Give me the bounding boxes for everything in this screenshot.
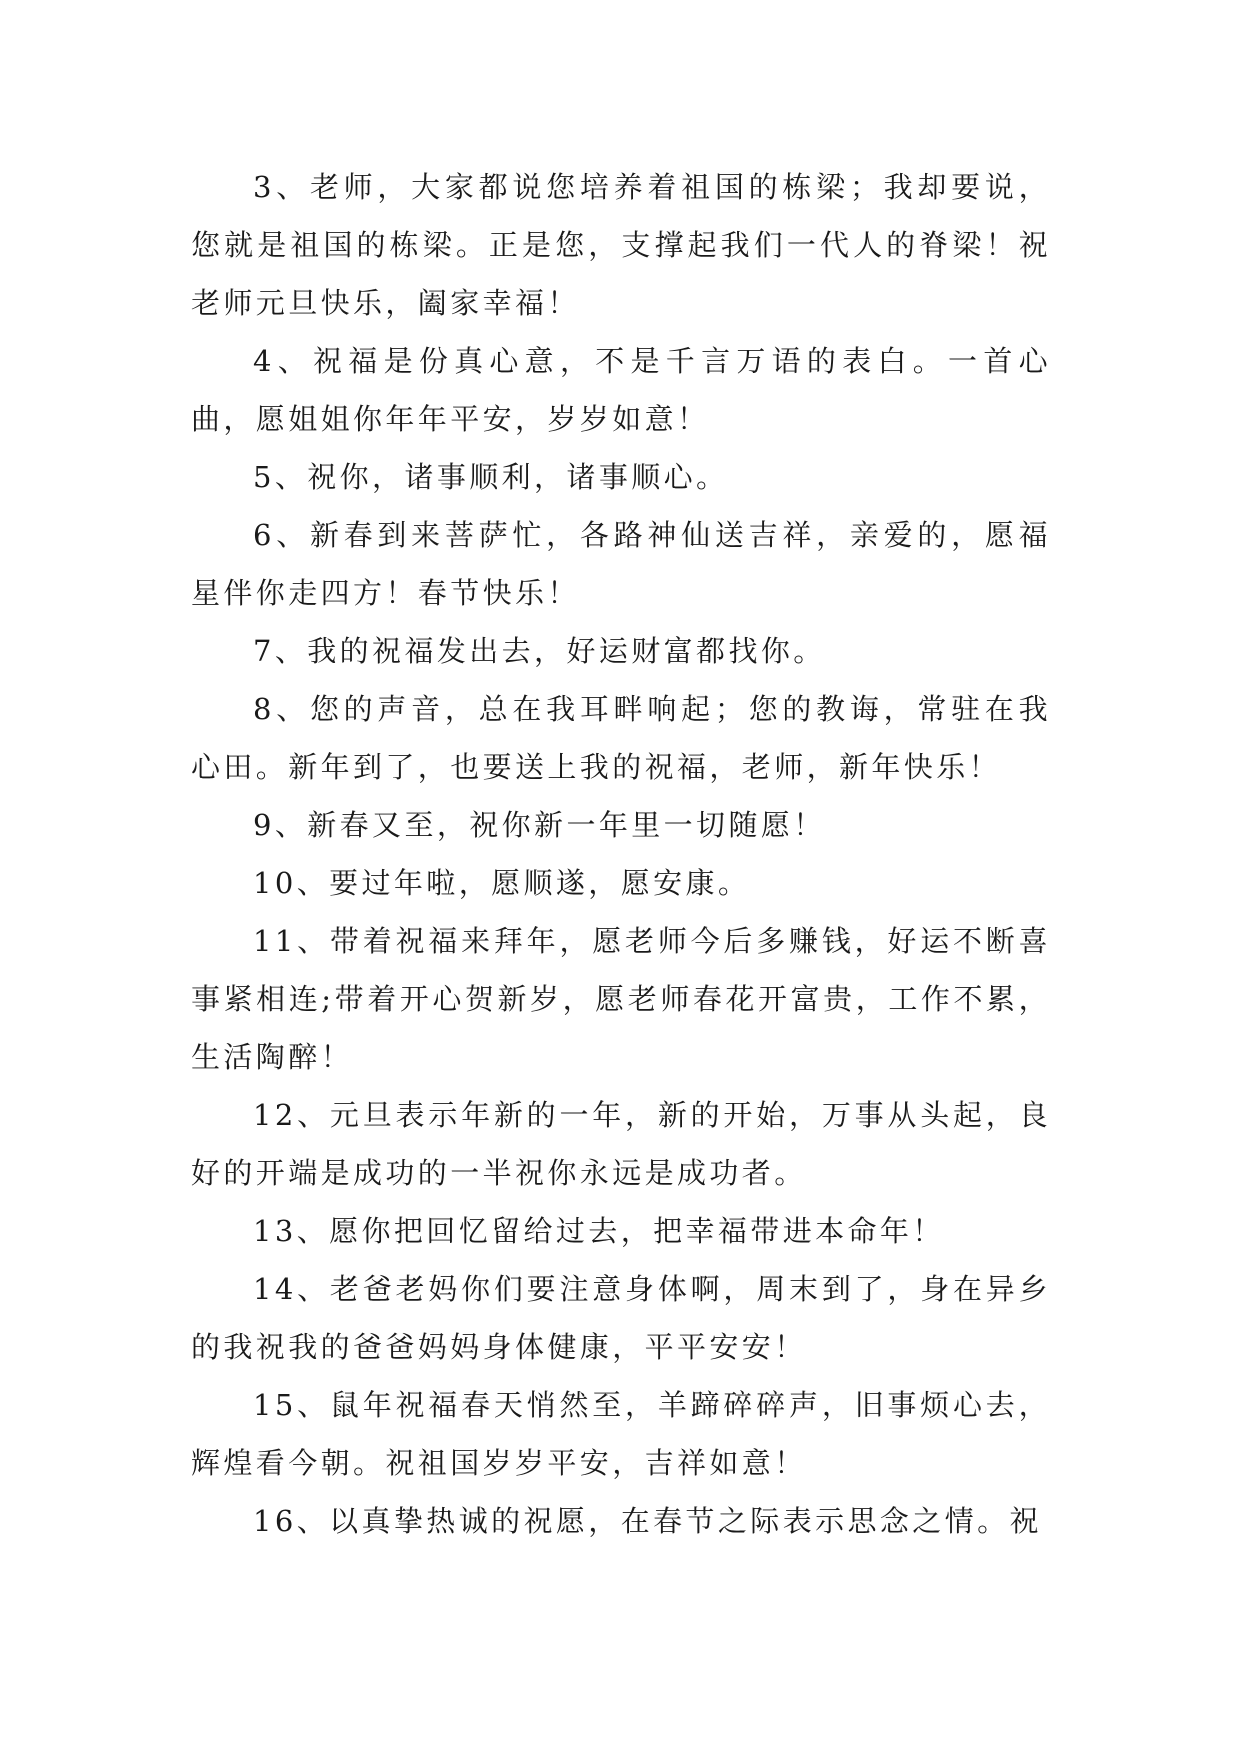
paragraph-4: 4、祝福是份真心意，不是千言万语的表白。一首心曲，愿姐姐你年年平安，岁岁如意！: [191, 344, 1051, 436]
paragraph-13: 13、愿你把回忆留给过去，把幸福带进本命年！: [253, 1214, 945, 1248]
paragraph-16: 16、以真挚热诚的祝愿，在春节之际表示思念之情。祝: [253, 1504, 1042, 1538]
paragraph-9: 9、新春又至，祝你新一年里一切随愿！: [253, 808, 826, 842]
paragraph-11: 11、带着祝福来拜年，愿老师今后多赚钱，好运不断喜事紧相连;带着开心贺新岁，愿老师春花开富贵，工作不累，生活陶醉！: [191, 924, 1051, 1074]
paragraph-8: 8、您的声音，总在我耳畔响起；您的教诲，常驻在我心田。新年到了，也要送上我的祝福，老师，新年快乐！: [191, 692, 1051, 784]
paragraph-3: 3、老师，大家都说您培养着祖国的栋梁；我却要说，您就是祖国的栋梁。正是您，支撑起我们一代人的脊梁！祝老师元旦快乐，阖家幸福！: [191, 170, 1051, 320]
paragraph-7: 7、我的祝福发出去，好运财富都找你。: [253, 634, 826, 668]
paragraph-10: 10、要过年啦，愿顺遂，愿安康。: [253, 866, 751, 900]
paragraph-15: 15、鼠年祝福春天悄然至，羊蹄碎碎声，旧事烦心去，辉煌看今朝。祝祖国岁岁平安，吉祥如意！: [191, 1388, 1051, 1480]
paragraph-5: 5、祝你，诸事顺利，诸事顺心。: [253, 460, 729, 494]
paragraph-12: 12、元旦表示年新的一年，新的开始，万事从头起，良好的开端是成功的一半祝你永远是成功者。: [191, 1098, 1051, 1190]
paragraph-14: 14、老爸老妈你们要注意身体啊，周末到了，身在异乡的我祝我的爸爸妈妈身体健康，平平安安！: [191, 1272, 1051, 1364]
document-body: [191, 158, 1051, 1550]
paragraph-6: 6、新春到来菩萨忙，各路神仙送吉祥，亲爱的，愿福星伴你走四方！春节快乐！: [191, 518, 1051, 610]
